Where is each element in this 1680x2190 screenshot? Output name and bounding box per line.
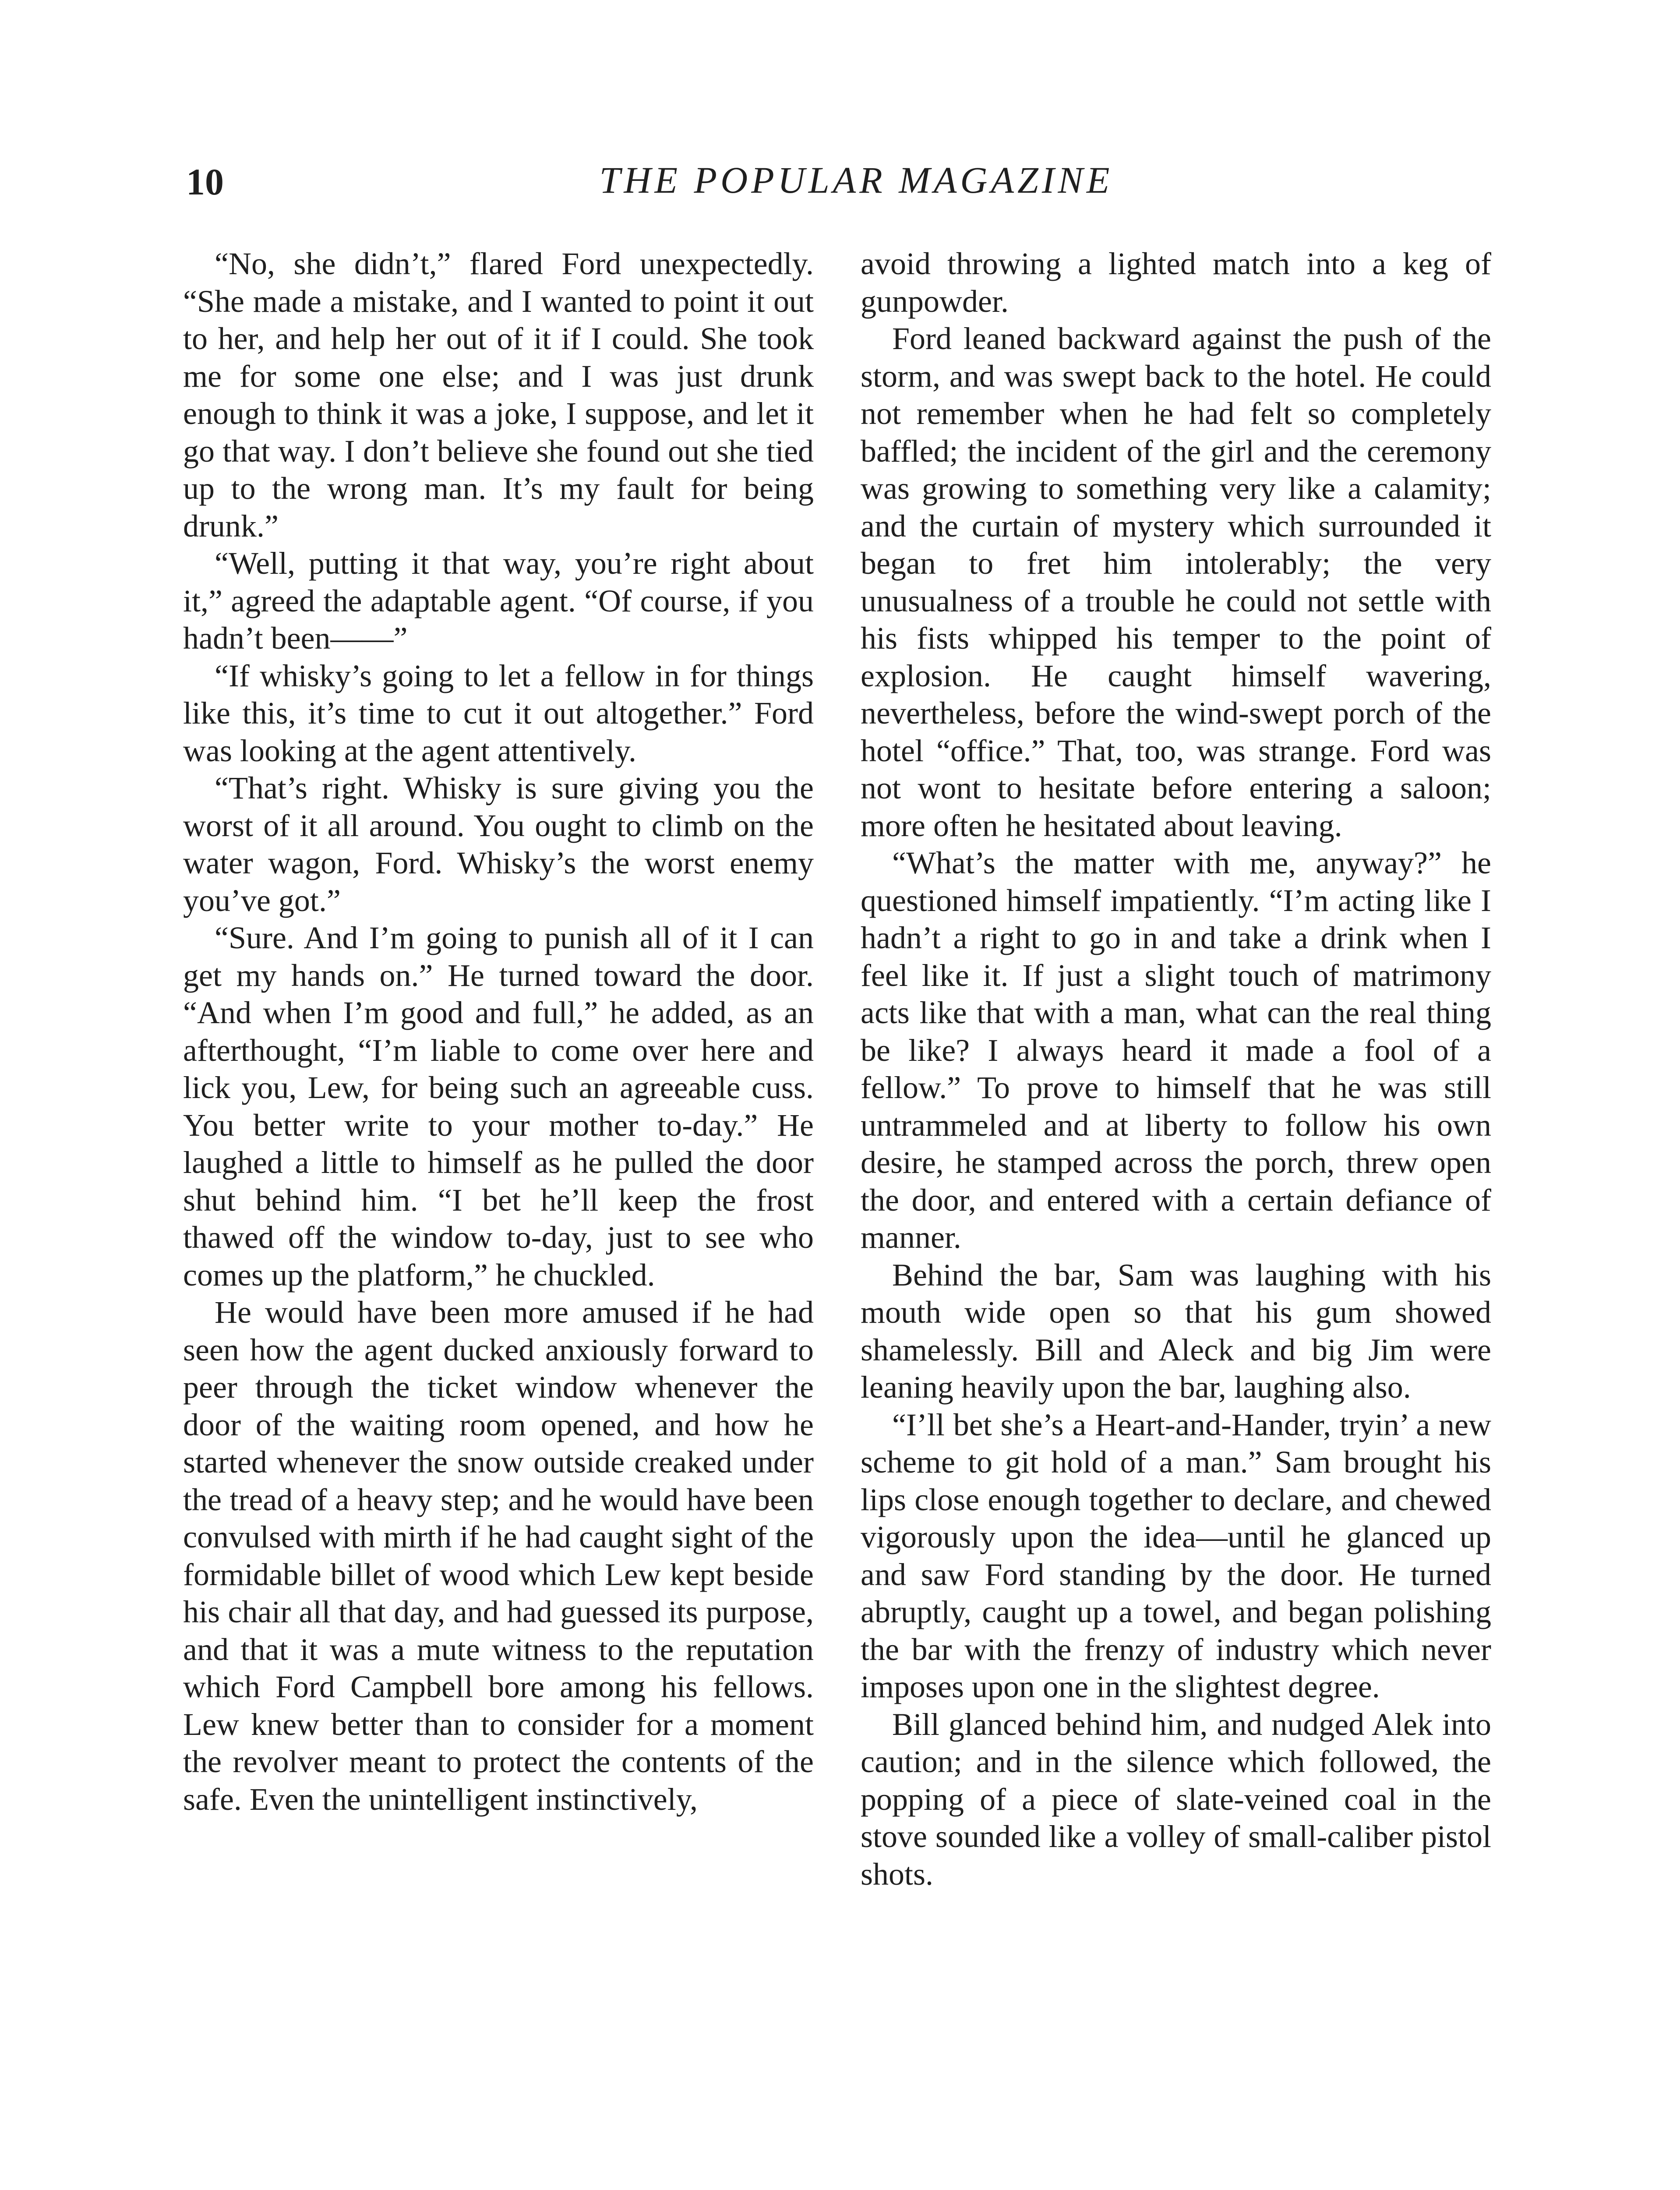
paragraph: “What’s the matter with me, anyway?” he questioned himself impatiently. “I’m acting like I hadn’t a right to go in and take a drink when I feel like it. If just a slight touch of matrimony acts like that with a man, what can the real thing be like? I always heard it made a fool of a fellow.” To prove to himself that he was still untrammeled and at liberty to follow his own desire, he stamped across the porch, threw open the door, and entered with a certain defiance of manner. [861, 845, 1491, 1255]
running-title: THE POPULAR MAGAZINE [599, 159, 1113, 201]
paragraph: Behind the bar, Sam was laughing with his mouth wide open so that his gum showed shamelessly. Bill and Aleck and big Jim were leaning heavily upon the bar, laughing also. [861, 1257, 1491, 1405]
left-column [183, 245, 814, 2190]
paragraph: “No, she didn’t,” flared Ford unexpectedly. “She made a mistake, and I wanted to point it out to her, and help her out of it if I could. She took me for some one else; and I was just drunk enough to think it was a joke, I suppose, and let it go that way. I don’t believe she found out she tied up to the wrong man. It’s my fault for being drunk.” [183, 246, 814, 544]
continued-paragraph: avoid throwing a lighted match into a keg of gunpowder. [861, 246, 1491, 319]
page-number: 10 [186, 161, 224, 203]
paragraph: Ford leaned backward against the push of the storm, and was swept back to the hotel. He could not remember when he had felt so completely baffled; the incident of the girl and the ceremony was growing to something very like a calamity; and the curtain of mystery which surrounded it began to fret him intolerably; the very unusualness of a trouble he could not settle with his fists whipped his temper to the point of explosion. He caught himself wavering, nevertheless, before the wind-swept porch of the hotel “office.” That, too, was strange. Ford was not wont to hesitate before entering a saloon; more often he hesitated about leaving. [861, 321, 1491, 843]
paragraph: “Well, putting it that way, you’re right about it,” agreed the adaptable agent. “Of course, if you hadn’t been——” [183, 546, 814, 656]
paragraph: He would have been more amused if he had seen how the agent ducked anxiously forward to peer through the ticket window whenever the door of the waiting room opened, and how he started whenever the snow outside creaked under the tread of a heavy step; and he would have been convulsed with mirth if he had caught sight of the formidable billet of wood which Lew kept beside his chair all that day, and had guessed its purpose, and that it was a mute witness to the reputation which Ford Campbell bore among his fellows. Lew knew better than to consider for a moment the revolver meant to protect the contents of the safe. Even the unintelligent instinctively, [183, 1295, 814, 1817]
paragraph: “If whisky’s going to let a fellow in for things like this, it’s time to cut it out altogether.” Ford was looking at the agent attentively. [183, 658, 814, 768]
paragraph: “That’s right. Whisky is sure giving you the worst of it all around. You ought to climb on the water wagon, Ford. Whisky’s the worst enemy you’ve got.” [183, 770, 814, 918]
paragraph: “I’ll bet she’s a Heart-and-Hander, tryin’ a new scheme to git hold of a man.” Sam brought his lips close enough together to declare, and chewed vigorously upon the idea—until he glanced up and saw Ford standing by the door. He turned abruptly, caught up a towel, and began polishing the bar with the frenzy of industry which never imposes upon one in the slightest degree. [861, 1407, 1491, 1704]
right-column [861, 245, 1491, 2190]
paragraph: “Sure. And I’m going to punish all of it I can get my hands on.” He turned toward the door. “And when I’m good and full,” he added, as an afterthought, “I’m liable to come over here and lick you, Lew, for being such an agreeable cuss. You better write to your mother to-day.” He laughed a little to himself as he pulled the door shut behind him. “I bet he’ll keep the frost thawed off the window to-day, just to see who comes up the platform,” he chuckled. [183, 920, 814, 1293]
paragraph: Bill glanced behind him, and nudged Alek into caution; and in the silence which followed, the popping of a piece of slate-veined coal in the stove sounded like a volley of small-caliber pistol shots. [861, 1706, 1491, 1892]
